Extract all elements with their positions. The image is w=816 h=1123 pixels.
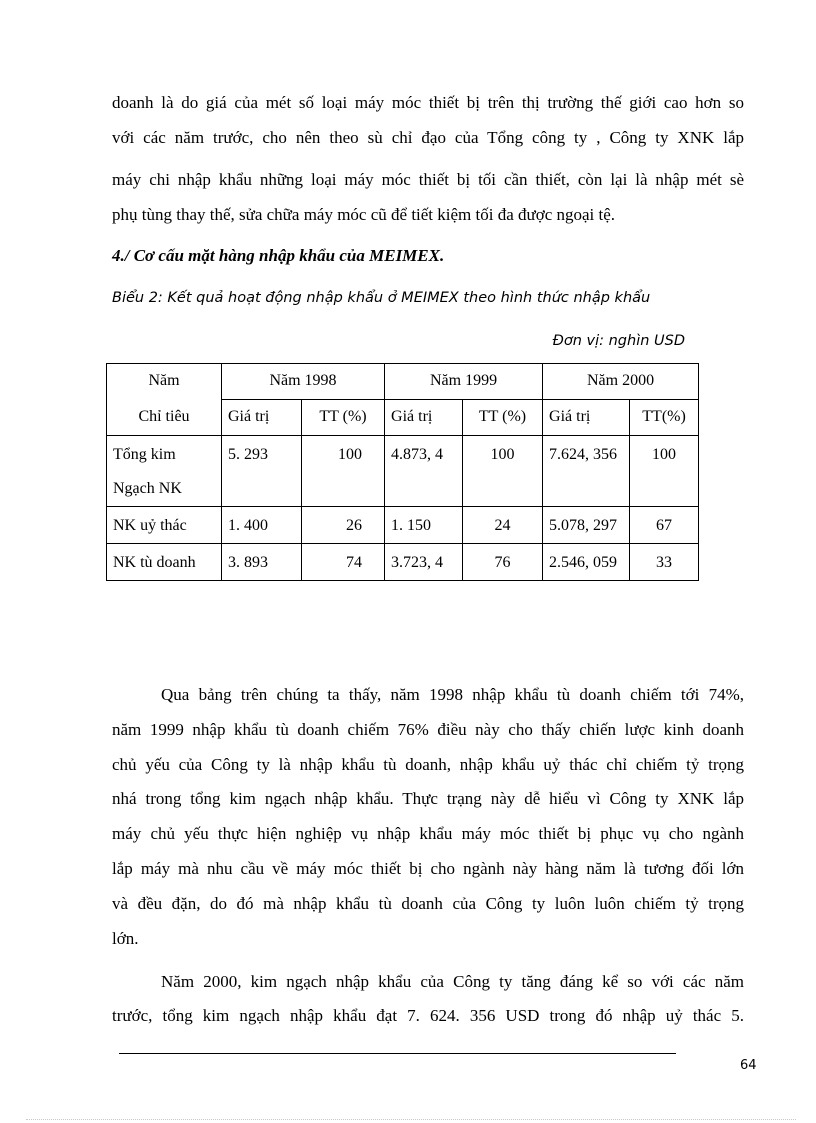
table-row [107,544,699,581]
text-line: nhá trong tổng kim ngạch nhập khẩu. Thực trạng này dễ hiểu vì Công ty XNK lắp [112,789,744,809]
cell-share: 76 [463,544,543,581]
cell-value: 4.873, 4 [385,436,463,507]
cell-value: 7.624, 356 [543,436,630,507]
text-line: Qua bảng trên chúng ta thấy, năm 1998 nhập khẩu tù doanh chiếm tới 74%, [161,685,744,704]
cell-value: 2.546, 059 [543,544,630,581]
cell-share: 24 [463,507,543,544]
text-line: và đều đặn, do đó mà nhập khẩu tù doanh của Công ty luôn luôn chiếm tỷ trọng [112,893,744,913]
cell-share: 67 [630,507,699,544]
cell-value: 3.723, 4 [385,544,463,581]
subheader-share: TT (%) [463,400,543,436]
text-line: máy chủ yếu thực hiện nghiệp vụ nhập khẩu máy móc thiết bị phục vụ cho ngành [112,824,744,844]
cell-share: 100 [630,436,699,507]
subheader-share: TT (%) [302,400,385,436]
text-line: với các năm trước, cho nên theo sù chỉ đạo của Tổng công ty , Công ty XNK lắp [112,128,744,147]
row-label: Tổng kim Ngạch NK [107,436,222,507]
cell-value: 3. 893 [222,544,302,581]
text-line: năm 1999 nhập khẩu tù doanh chiếm 76% điều này cho thấy chiến lược kinh doanh [112,719,744,739]
cell-share: 74 [302,544,385,581]
row-label: NK tù doanh [107,544,222,581]
paragraph-2000 [112,970,744,1038]
text-line: chủ yếu của Công ty là nhập khẩu tù doanh, nhập khẩu uỷ thác chỉ chiếm tỷ trọng [112,754,744,774]
table-row [107,507,699,544]
header-year-1999: Năm 1999 [385,364,543,400]
text-line: máy chi nhập khẩu những loại máy móc thiết bị tối cần thiết, còn lại là nhập mét sè [112,170,744,189]
subheader-value: Giá trị [222,400,302,436]
header-indicator-label: Chỉ tiêu [107,400,222,436]
table-subheader-row [107,400,699,436]
cell-value: 5. 293 [222,436,302,507]
footer-rule [119,1053,676,1054]
cell-share: 100 [302,436,385,507]
text-line: lắp máy mà nhu cầu về máy móc thiết bị cho ngành này hàng năm là tương đối lớn [112,858,744,878]
header-year-label: Năm [107,364,222,400]
section-heading: 4./ Cơ cấu mặt hàng nhập khẩu của MEIMEX. [112,246,445,265]
header-year-2000: Năm 2000 [543,364,699,400]
cell-value: 5.078, 297 [543,507,630,544]
cell-value: 1. 150 [385,507,463,544]
header-year-1998: Năm 1998 [222,364,385,400]
page-number: 64 [740,1058,757,1073]
text-line: doanh là do giá của mét số loại máy móc thiết bị trên thị trường thế giới cao hơn so [112,93,744,112]
cell-value: 1. 400 [222,507,302,544]
text-line: trước, tổng kim ngạch nhập khẩu đạt 7. 624. 356 USD trong đó nhập uỷ thác 5. [112,1006,744,1025]
paragraph-intro [112,91,744,238]
cell-share: 33 [630,544,699,581]
text-line: lớn. [112,928,139,948]
cell-share: 26 [302,507,385,544]
table-header-row [107,364,699,400]
subheader-value: Giá trị [543,400,630,436]
subheader-share: TT(%) [630,400,699,436]
table-row [107,436,699,507]
row-label: NK uỷ thác [107,507,222,544]
import-results-table [106,363,699,581]
paragraph-analysis [112,683,744,961]
text-line: Năm 2000, kim ngạch nhập khẩu của Công ty tăng đáng kể so với các năm [161,972,744,991]
unit-label: Đơn vị: nghìn USD [552,333,685,349]
table-caption: Biểu 2: Kết quả hoạt động nhập khẩu ở MEIMEX theo hình thức nhập khẩu [112,290,651,306]
cell-share: 100 [463,436,543,507]
page-bottom-border [26,1119,796,1120]
text-line: phụ tùng thay thế, sửa chữa máy móc cũ để tiết kiệm tối đa được ngoại tệ. [112,205,616,224]
subheader-value: Giá trị [385,400,463,436]
